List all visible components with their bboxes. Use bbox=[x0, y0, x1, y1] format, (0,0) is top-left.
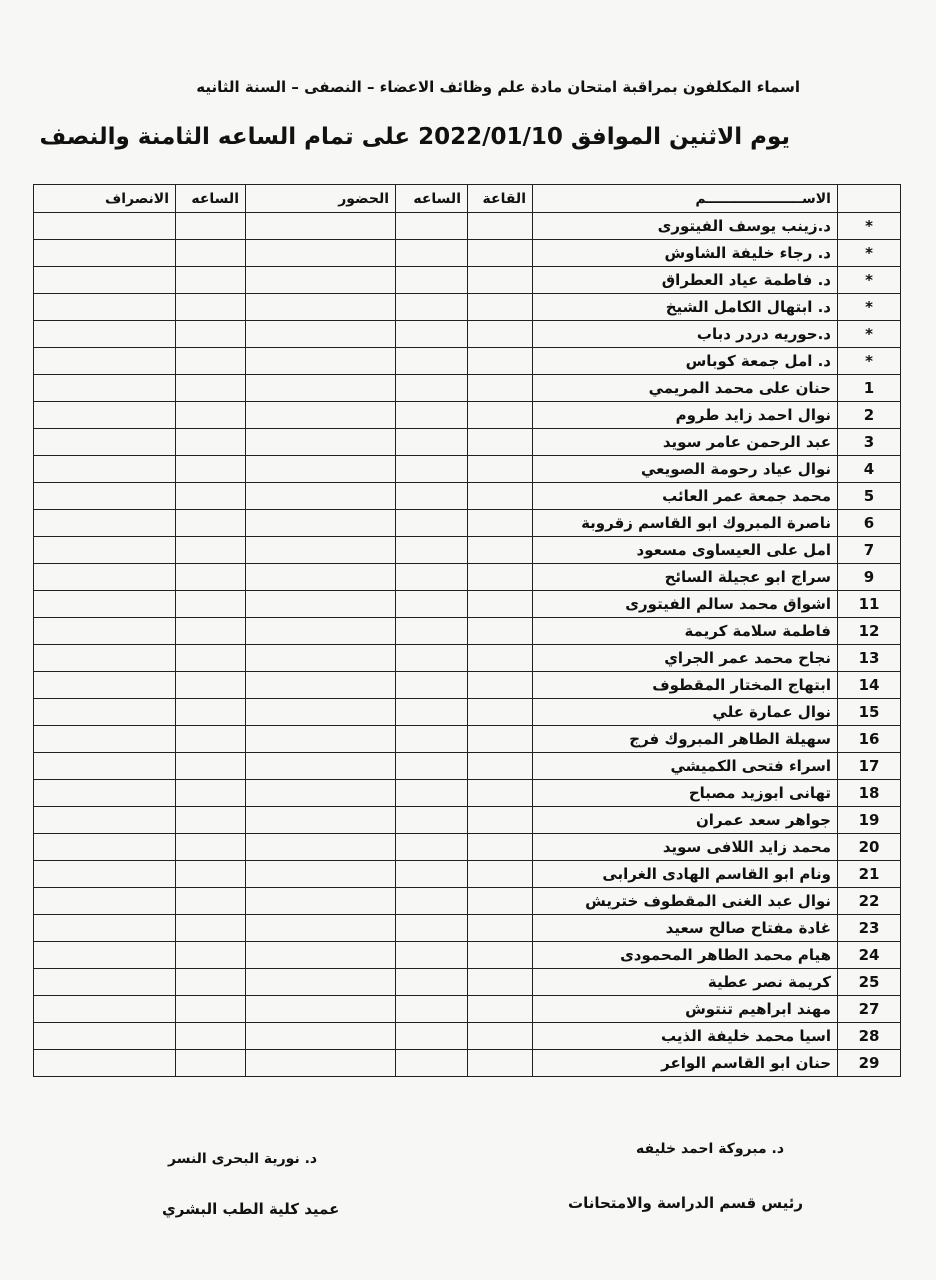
attendance-cell bbox=[246, 537, 396, 564]
time-out-cell bbox=[176, 969, 246, 996]
time-out-cell bbox=[176, 726, 246, 753]
departure-cell bbox=[34, 456, 176, 483]
attendance-cell bbox=[246, 753, 396, 780]
hall-cell bbox=[468, 645, 533, 672]
time-in-cell bbox=[396, 591, 468, 618]
attendance-cell bbox=[246, 969, 396, 996]
row-number: 27 bbox=[838, 996, 901, 1023]
time-out-cell bbox=[176, 213, 246, 240]
proctor-name: غادة مفتاح صالح سعيد bbox=[533, 915, 838, 942]
row-number: 7 bbox=[838, 537, 901, 564]
attendance-cell bbox=[246, 996, 396, 1023]
attendance-cell bbox=[246, 1023, 396, 1050]
row-number: 20 bbox=[838, 834, 901, 861]
departure-cell bbox=[34, 753, 176, 780]
proctor-name: هيام محمد الطاهر المحمودى bbox=[533, 942, 838, 969]
departure-cell bbox=[34, 888, 176, 915]
attendance-cell bbox=[246, 645, 396, 672]
proctor-name: ابتهاج المختار المقطوف bbox=[533, 672, 838, 699]
hall-cell bbox=[468, 807, 533, 834]
row-number: * bbox=[838, 267, 901, 294]
table-row bbox=[34, 861, 901, 888]
table-row bbox=[34, 321, 901, 348]
proctor-name: نوال عمارة علي bbox=[533, 699, 838, 726]
time-in-cell bbox=[396, 1050, 468, 1077]
hall-cell bbox=[468, 348, 533, 375]
hall-cell bbox=[468, 537, 533, 564]
row-number: 23 bbox=[838, 915, 901, 942]
hall-cell bbox=[468, 483, 533, 510]
time-out-cell bbox=[176, 996, 246, 1023]
row-number: 1 bbox=[838, 375, 901, 402]
proctor-name: د. فاطمة عياد العطراق bbox=[533, 267, 838, 294]
departure-cell bbox=[34, 618, 176, 645]
time-in-cell bbox=[396, 996, 468, 1023]
row-number: 16 bbox=[838, 726, 901, 753]
hall-cell bbox=[468, 915, 533, 942]
proctor-name: جواهر سعد عمران bbox=[533, 807, 838, 834]
table-row bbox=[34, 402, 901, 429]
time-out-cell bbox=[176, 672, 246, 699]
attendance-cell bbox=[246, 375, 396, 402]
attendance-cell bbox=[246, 321, 396, 348]
time-in-cell bbox=[396, 510, 468, 537]
signature-name-left: د. نورية البحرى النسر bbox=[168, 1151, 318, 1167]
time-in-cell bbox=[396, 267, 468, 294]
departure-cell bbox=[34, 969, 176, 996]
table-row bbox=[34, 375, 901, 402]
time-out-cell bbox=[176, 942, 246, 969]
proctor-name: ناصرة المبروك ابو القاسم زقروبة bbox=[533, 510, 838, 537]
row-number: 14 bbox=[838, 672, 901, 699]
proctor-name: مهند ابراهيم تنتوش bbox=[533, 996, 838, 1023]
departure-cell bbox=[34, 510, 176, 537]
time-out-cell bbox=[176, 618, 246, 645]
document-title: اسماء المكلفون بمراقبة امتحان مادة علم وظائف الاعضاء – النصفى – السنة الثانيه bbox=[196, 78, 800, 96]
departure-cell bbox=[34, 429, 176, 456]
hall-cell bbox=[468, 375, 533, 402]
time-in-cell bbox=[396, 213, 468, 240]
time-in-cell bbox=[396, 618, 468, 645]
time-in-cell bbox=[396, 402, 468, 429]
row-number: 13 bbox=[838, 645, 901, 672]
table-row bbox=[34, 645, 901, 672]
hall-cell bbox=[468, 1023, 533, 1050]
time-in-cell bbox=[396, 969, 468, 996]
time-in-cell bbox=[396, 321, 468, 348]
hall-cell bbox=[468, 1050, 533, 1077]
proctor-name: اشواق محمد سالم الفيتورى bbox=[533, 591, 838, 618]
hall-cell bbox=[468, 996, 533, 1023]
table-row bbox=[34, 753, 901, 780]
departure-cell bbox=[34, 861, 176, 888]
row-number: * bbox=[838, 348, 901, 375]
departure-cell bbox=[34, 375, 176, 402]
time-in-cell bbox=[396, 537, 468, 564]
hall-cell bbox=[468, 294, 533, 321]
proctor-name: سهيلة الطاهر المبروك فرج bbox=[533, 726, 838, 753]
proctor-name: نوال عياد رحومة الصويعي bbox=[533, 456, 838, 483]
proctor-name: نوال عبد الغنى المقطوف ختريش bbox=[533, 888, 838, 915]
time-out-cell bbox=[176, 294, 246, 321]
proctor-table bbox=[33, 184, 901, 1077]
signature-title-right: رئيس قسم الدراسة والامتحانات bbox=[568, 1194, 803, 1212]
table-row bbox=[34, 699, 901, 726]
departure-cell bbox=[34, 537, 176, 564]
row-number: 5 bbox=[838, 483, 901, 510]
proctor-name: محمد زايد اللافى سويد bbox=[533, 834, 838, 861]
time-in-cell bbox=[396, 348, 468, 375]
time-out-cell bbox=[176, 402, 246, 429]
row-number: 21 bbox=[838, 861, 901, 888]
col-time-in: الساعه bbox=[396, 185, 468, 213]
time-out-cell bbox=[176, 321, 246, 348]
time-in-cell bbox=[396, 861, 468, 888]
table-row bbox=[34, 1050, 901, 1077]
time-in-cell bbox=[396, 564, 468, 591]
proctor-name: فاطمة سلامة كريمة bbox=[533, 618, 838, 645]
table-row bbox=[34, 915, 901, 942]
hall-cell bbox=[468, 213, 533, 240]
proctor-name: اسيا محمد خليفة الذيب bbox=[533, 1023, 838, 1050]
hall-cell bbox=[468, 780, 533, 807]
time-out-cell bbox=[176, 753, 246, 780]
time-out-cell bbox=[176, 348, 246, 375]
departure-cell bbox=[34, 1050, 176, 1077]
attendance-cell bbox=[246, 456, 396, 483]
row-number: 4 bbox=[838, 456, 901, 483]
hall-cell bbox=[468, 699, 533, 726]
hall-cell bbox=[468, 510, 533, 537]
time-out-cell bbox=[176, 1023, 246, 1050]
hall-cell bbox=[468, 969, 533, 996]
attendance-cell bbox=[246, 1050, 396, 1077]
time-in-cell bbox=[396, 780, 468, 807]
attendance-cell bbox=[246, 348, 396, 375]
attendance-cell bbox=[246, 834, 396, 861]
attendance-cell bbox=[246, 402, 396, 429]
departure-cell bbox=[34, 1023, 176, 1050]
time-in-cell bbox=[396, 483, 468, 510]
time-out-cell bbox=[176, 510, 246, 537]
row-number: 12 bbox=[838, 618, 901, 645]
table-row bbox=[34, 726, 901, 753]
time-out-cell bbox=[176, 591, 246, 618]
col-number bbox=[838, 185, 901, 213]
row-number: 25 bbox=[838, 969, 901, 996]
attendance-cell bbox=[246, 483, 396, 510]
exam-date-line: يوم الاثنين الموافق 2022/01/10 على تمام الساعه الثامنة والنصف bbox=[39, 124, 790, 150]
proctor-name: حنان على محمد المريمي bbox=[533, 375, 838, 402]
attendance-cell bbox=[246, 240, 396, 267]
time-out-cell bbox=[176, 780, 246, 807]
attendance-cell bbox=[246, 564, 396, 591]
attendance-cell bbox=[246, 429, 396, 456]
time-out-cell bbox=[176, 861, 246, 888]
row-number: * bbox=[838, 213, 901, 240]
attendance-cell bbox=[246, 510, 396, 537]
row-number: * bbox=[838, 240, 901, 267]
attendance-cell bbox=[246, 672, 396, 699]
hall-cell bbox=[468, 672, 533, 699]
departure-cell bbox=[34, 591, 176, 618]
row-number: 6 bbox=[838, 510, 901, 537]
table-row bbox=[34, 888, 901, 915]
departure-cell bbox=[34, 645, 176, 672]
table-row bbox=[34, 483, 901, 510]
row-number: * bbox=[838, 321, 901, 348]
time-out-cell bbox=[176, 429, 246, 456]
departure-cell bbox=[34, 321, 176, 348]
table-header-row bbox=[34, 185, 901, 213]
time-out-cell bbox=[176, 375, 246, 402]
table-row bbox=[34, 564, 901, 591]
time-out-cell bbox=[176, 240, 246, 267]
time-out-cell bbox=[176, 456, 246, 483]
row-number: 28 bbox=[838, 1023, 901, 1050]
table-row bbox=[34, 240, 901, 267]
table-row bbox=[34, 780, 901, 807]
col-departure: الانصراف bbox=[34, 185, 176, 213]
departure-cell bbox=[34, 942, 176, 969]
table-row bbox=[34, 834, 901, 861]
table-row bbox=[34, 348, 901, 375]
proctor-name: ونام ابو القاسم الهادى الغرابى bbox=[533, 861, 838, 888]
departure-cell bbox=[34, 267, 176, 294]
time-out-cell bbox=[176, 483, 246, 510]
proctor-name: حنان ابو القاسم الواعر bbox=[533, 1050, 838, 1077]
table-row bbox=[34, 969, 901, 996]
proctor-name: تهانى ابوزيد مصباح bbox=[533, 780, 838, 807]
table-row bbox=[34, 942, 901, 969]
time-in-cell bbox=[396, 942, 468, 969]
departure-cell bbox=[34, 483, 176, 510]
attendance-cell bbox=[246, 699, 396, 726]
time-out-cell bbox=[176, 888, 246, 915]
hall-cell bbox=[468, 753, 533, 780]
attendance-cell bbox=[246, 807, 396, 834]
proctor-name: سراج ابو عجيلة السائح bbox=[533, 564, 838, 591]
col-hall: القاعة bbox=[468, 185, 533, 213]
time-in-cell bbox=[396, 753, 468, 780]
row-number: 3 bbox=[838, 429, 901, 456]
proctor-name: عبد الرحمن عامر سويد bbox=[533, 429, 838, 456]
departure-cell bbox=[34, 348, 176, 375]
hall-cell bbox=[468, 429, 533, 456]
time-out-cell bbox=[176, 564, 246, 591]
proctor-name: اسراء فتحى الكميشي bbox=[533, 753, 838, 780]
hall-cell bbox=[468, 240, 533, 267]
departure-cell bbox=[34, 672, 176, 699]
attendance-cell bbox=[246, 780, 396, 807]
hall-cell bbox=[468, 456, 533, 483]
departure-cell bbox=[34, 402, 176, 429]
departure-cell bbox=[34, 240, 176, 267]
table-row bbox=[34, 456, 901, 483]
departure-cell bbox=[34, 726, 176, 753]
proctor-name: كريمة نصر عطية bbox=[533, 969, 838, 996]
departure-cell bbox=[34, 294, 176, 321]
table-row bbox=[34, 807, 901, 834]
time-in-cell bbox=[396, 834, 468, 861]
time-in-cell bbox=[396, 726, 468, 753]
departure-cell bbox=[34, 699, 176, 726]
proctor-name: د. رجاء خليفة الشاوش bbox=[533, 240, 838, 267]
departure-cell bbox=[34, 564, 176, 591]
row-number: 9 bbox=[838, 564, 901, 591]
attendance-cell bbox=[246, 618, 396, 645]
proctor-name: امل على العيساوى مسعود bbox=[533, 537, 838, 564]
attendance-cell bbox=[246, 294, 396, 321]
table-row bbox=[34, 1023, 901, 1050]
row-number: 22 bbox=[838, 888, 901, 915]
attendance-cell bbox=[246, 726, 396, 753]
time-in-cell bbox=[396, 375, 468, 402]
time-out-cell bbox=[176, 267, 246, 294]
table-row bbox=[34, 510, 901, 537]
time-in-cell bbox=[396, 429, 468, 456]
row-number: 29 bbox=[838, 1050, 901, 1077]
table-row bbox=[34, 213, 901, 240]
hall-cell bbox=[468, 834, 533, 861]
proctor-name: د. امل جمعة كوباس bbox=[533, 348, 838, 375]
col-attendance: الحضور bbox=[246, 185, 396, 213]
attendance-cell bbox=[246, 591, 396, 618]
time-in-cell bbox=[396, 294, 468, 321]
col-name: الاســــــــــــــــــــم bbox=[533, 185, 838, 213]
departure-cell bbox=[34, 915, 176, 942]
time-in-cell bbox=[396, 672, 468, 699]
table-row bbox=[34, 672, 901, 699]
row-number: 24 bbox=[838, 942, 901, 969]
time-out-cell bbox=[176, 699, 246, 726]
hall-cell bbox=[468, 861, 533, 888]
hall-cell bbox=[468, 402, 533, 429]
time-in-cell bbox=[396, 1023, 468, 1050]
attendance-cell bbox=[246, 915, 396, 942]
table-row bbox=[34, 618, 901, 645]
departure-cell bbox=[34, 780, 176, 807]
hall-cell bbox=[468, 942, 533, 969]
row-number: 18 bbox=[838, 780, 901, 807]
proctor-name: د.حوريه دردر دباب bbox=[533, 321, 838, 348]
hall-cell bbox=[468, 726, 533, 753]
time-in-cell bbox=[396, 888, 468, 915]
time-out-cell bbox=[176, 834, 246, 861]
departure-cell bbox=[34, 996, 176, 1023]
hall-cell bbox=[468, 618, 533, 645]
departure-cell bbox=[34, 213, 176, 240]
hall-cell bbox=[468, 591, 533, 618]
time-in-cell bbox=[396, 807, 468, 834]
hall-cell bbox=[468, 321, 533, 348]
table-row bbox=[34, 429, 901, 456]
time-out-cell bbox=[176, 807, 246, 834]
time-in-cell bbox=[396, 699, 468, 726]
row-number: 17 bbox=[838, 753, 901, 780]
departure-cell bbox=[34, 834, 176, 861]
proctor-name: نجاح محمد عمر الجراي bbox=[533, 645, 838, 672]
proctor-name: د.زينب يوسف الفيتورى bbox=[533, 213, 838, 240]
time-in-cell bbox=[396, 456, 468, 483]
row-number: 2 bbox=[838, 402, 901, 429]
attendance-cell bbox=[246, 888, 396, 915]
attendance-cell bbox=[246, 861, 396, 888]
time-out-cell bbox=[176, 915, 246, 942]
time-out-cell bbox=[176, 537, 246, 564]
col-time-out: الساعه bbox=[176, 185, 246, 213]
proctor-name: محمد جمعة عمر العائب bbox=[533, 483, 838, 510]
hall-cell bbox=[468, 564, 533, 591]
table-row bbox=[34, 996, 901, 1023]
attendance-cell bbox=[246, 267, 396, 294]
hall-cell bbox=[468, 888, 533, 915]
signature-title-left: عميد كلية الطب البشري bbox=[162, 1200, 340, 1218]
row-number: * bbox=[838, 294, 901, 321]
time-in-cell bbox=[396, 645, 468, 672]
proctor-name: نوال احمد زايد طروم bbox=[533, 402, 838, 429]
proctor-name: د. ابتهال الكامل الشيخ bbox=[533, 294, 838, 321]
attendance-cell bbox=[246, 213, 396, 240]
table-row bbox=[34, 537, 901, 564]
time-in-cell bbox=[396, 915, 468, 942]
hall-cell bbox=[468, 267, 533, 294]
time-out-cell bbox=[176, 645, 246, 672]
table-row bbox=[34, 267, 901, 294]
table-row bbox=[34, 591, 901, 618]
attendance-cell bbox=[246, 942, 396, 969]
departure-cell bbox=[34, 807, 176, 834]
row-number: 11 bbox=[838, 591, 901, 618]
time-out-cell bbox=[176, 1050, 246, 1077]
time-in-cell bbox=[396, 240, 468, 267]
row-number: 15 bbox=[838, 699, 901, 726]
row-number: 19 bbox=[838, 807, 901, 834]
table-row bbox=[34, 294, 901, 321]
signature-name-right: د. مبروكة احمد خليفه bbox=[636, 1141, 784, 1157]
